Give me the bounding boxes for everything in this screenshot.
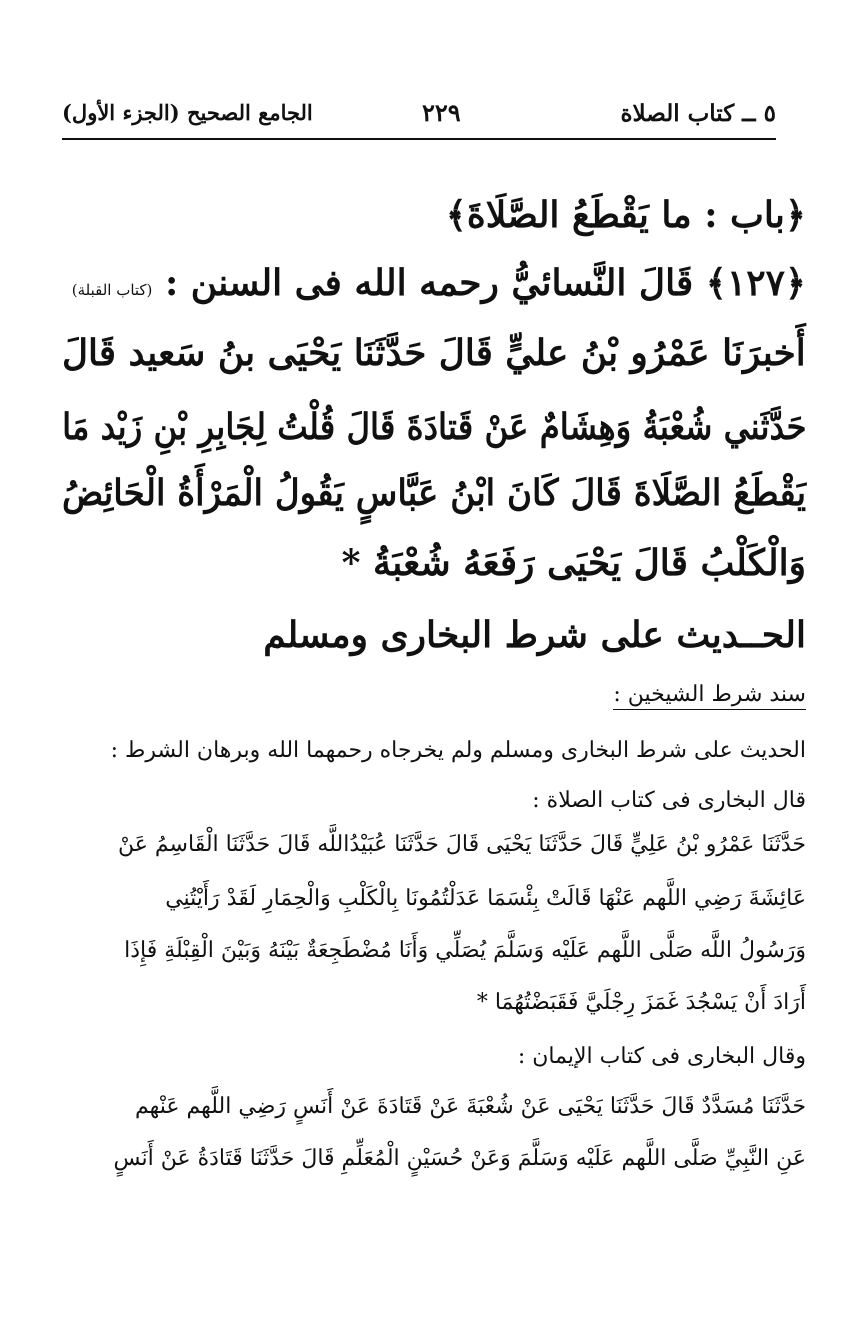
book-title: الجامع الصحيح (الجزء الأول) [62,100,313,125]
hadith-text: وَالْكَلْبُ قَالَ يَحْيَى رَفَعَهُ شُعْبَةُ * [341,542,806,584]
hadith-text-line [62,462,806,524]
section-text: أَرَادَ أَنْ يَسْجُدَ غَمَزَ رِجْلَيَّ فَقَبَضْتُهُمَا * [476,990,806,1015]
hadith-intro-line [72,252,806,321]
section-line [118,826,806,864]
hadith-text-line [62,396,806,458]
section-line [124,932,806,970]
chapter-heading-text: ﴿باب : ما يَقْطَعُ الصَّلَاةَ﴾ [445,194,806,236]
section-text: حَدَّثَنَا عَمْرُو بْنُ عَلِيٍّ قَالَ حَدَّثَنَا يَحْيَى قَالَ حَدَّثَنَا عُبَيْدُاللَّه قَالَ حَدَّثَنَا الْقَاسِمُ عَنْ [118,832,806,857]
section-line [135,1088,806,1126]
section-line [113,1140,806,1178]
hadith-grade-text: الحــديث على شرط البخارى ومسلم [263,614,806,656]
section-text: وقال البخارى فى كتاب الإيمان : [517,1044,806,1069]
section-title-text: سند شرط الشيخين : [613,682,806,710]
section-text: عَنِ النَّبِيِّ صَلَّى اللَّهم عَلَيْه وَسَلَّمَ وَعَنْ حُسَيْنٍ الْمُعَلِّمِ قَالَ حَدَّثَنَا قَتَادَةُ عَنْ أَنَسٍ [113,1146,806,1171]
section-line [518,1038,806,1076]
header-rule [62,138,776,140]
hadith-text-line [62,322,806,384]
section-line [532,782,806,820]
hadith-number: ﴿١٢٧﴾ [705,262,806,304]
section-text: وَرَسُولُ اللَّه صَلَّى اللَّهم عَلَيْه وَسَلَّمَ يُصَلِّي وَأَنَا مُضْطَجِعَةٌ بَيْنَهُ وَبَيْنَ الْقِبْلَةِ فَإِذَا [124,938,806,963]
section-text: الحديث على شرط البخارى ومسلم ولم يخرجاه رحمهما الله وبرهان الشرط : [110,738,806,763]
section-text: قال البخارى فى كتاب الصلاة : [532,788,806,813]
source-note: (كتاب القبلة) [71,281,153,299]
hadith-intro: قَالَ النَّسائيُّ رحمه الله فى السنن : [164,262,694,304]
chapter-heading [446,184,806,246]
section-line [165,880,806,918]
page-number: ٢٢٩ [422,98,461,127]
section-text: حَدَّثَنَا مُسَدَّدٌ قَالَ حَدَّثَنَا يَحْيَى عَنْ شُعْبَةَ عَنْ قَتَادَةَ عَنْ أَنَسٍ رَضِي اللَّهم عَنْهم [134,1094,806,1119]
section-title [613,676,806,714]
chapter-title: ٥ ــ كتاب الصلاة [620,100,776,127]
hadith-text-line [342,532,806,594]
hadith-text: أَخبرَنَا عَمْرُو بْنُ عليٍّ قَالَ حَدَّثَنَا يَحْيَى بنُ سَعيد قَالَ [62,332,806,374]
section-line [111,732,806,770]
hadith-text: حَدَّثَني شُعْبَةُ وَهِشَامٌ عَنْ قَتادَةَ قَالَ قُلْتُ لِجَابِرِ بْنِ زَيْد مَا [61,406,806,448]
hadith-grade [263,604,806,666]
section-line [477,984,806,1022]
running-header [62,96,776,140]
hadith-text: يَقْطَعُ الصَّلَاةَ قَالَ كَانَ ابْنُ عَبَّاسٍ يَقُولُ الْمَرْأَةُ الْحَائِضُ [61,472,806,514]
section-text: عَائِشَةَ رَضِي اللَّهم عَنْهَا قَالَتْ بِئْسَمَا عَدَلْتُمُونَا بِالْكَلْبِ وَالْحِمَارِ لَقَدْ رَأَيْتُنِي [165,886,806,911]
